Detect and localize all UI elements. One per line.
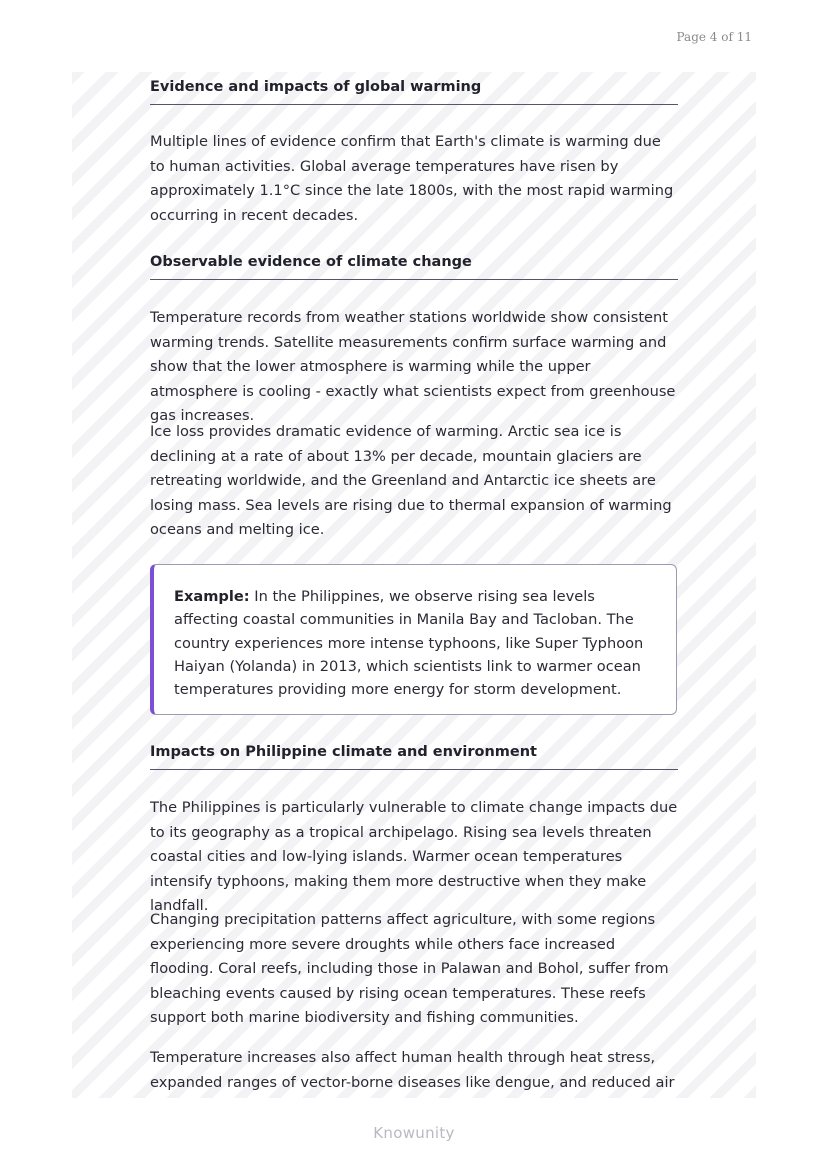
section-heading-evidence: Evidence and impacts of global warming <box>150 78 678 105</box>
paragraph-health: Temperature increases also affect human health through heat stress, expanded ranges of vector-borne diseases like dengue, and reduced air <box>150 1049 675 1091</box>
paragraph-ice-loss: Ice loss provides dramatic evidence of warming. Arctic sea ice is declining at a rate of about 13% per decade, mountain glaciers are retreating worldwide, and the Greenland and Antarctic ice sheets are losing mass. Sea levels are rising due to thermal expansion of warming oceans and melting ice. <box>150 423 672 538</box>
paragraph-vulnerability: The Philippines is particularly vulnerable to climate change impacts due to its geography as a tropical archipelago. Rising sea levels threaten coastal cities and low-lying islands. Warmer ocean temperatures intensify typhoons, making them more destructive when they make landfall. <box>150 799 678 914</box>
paragraph-intro: Multiple lines of evidence confirm that Earth's climate is warming due to human activities. Global average temperatures have risen by approximately 1.1°C since the late 1800s, with the most rapid warming occurring in recent decades. <box>150 133 674 224</box>
page-indicator: Page 4 of 11 <box>676 30 752 44</box>
section-heading-observable: Observable evidence of climate change <box>150 253 678 280</box>
paragraph-temperature-records: Temperature records from weather stations worldwide show consistent warming trends. Satellite measurements confirm surface warming and show that the lower atmosphere is warming while the upper atmosphere is cooling - exactly what scientists expect from greenhouse gas increases. <box>150 309 676 424</box>
footer-brand: Knowunity <box>373 1124 455 1142</box>
example-callout <box>150 564 677 715</box>
paragraph-precipitation: Changing precipitation patterns affect agriculture, with some regions experiencing more severe droughts while others face increased flooding. Coral reefs, including those in Palawan and Bohol, suffer from bleaching events caused by rising ocean temperatures. These reefs support both marine biodiversity and fishing communities. <box>150 911 669 1026</box>
example-label: Example: <box>174 588 250 605</box>
section-heading-impacts: Impacts on Philippine climate and environment <box>150 743 678 770</box>
example-text: In the Philippines, we observe rising sea levels affecting coastal communities in Manila Bay and Tacloban. The country experiences more intense typhoons, like Super Typhoon Haiyan (Yolanda) in 2013, which scientists link to warmer ocean temperatures providing more energy for storm development. <box>174 588 644 699</box>
